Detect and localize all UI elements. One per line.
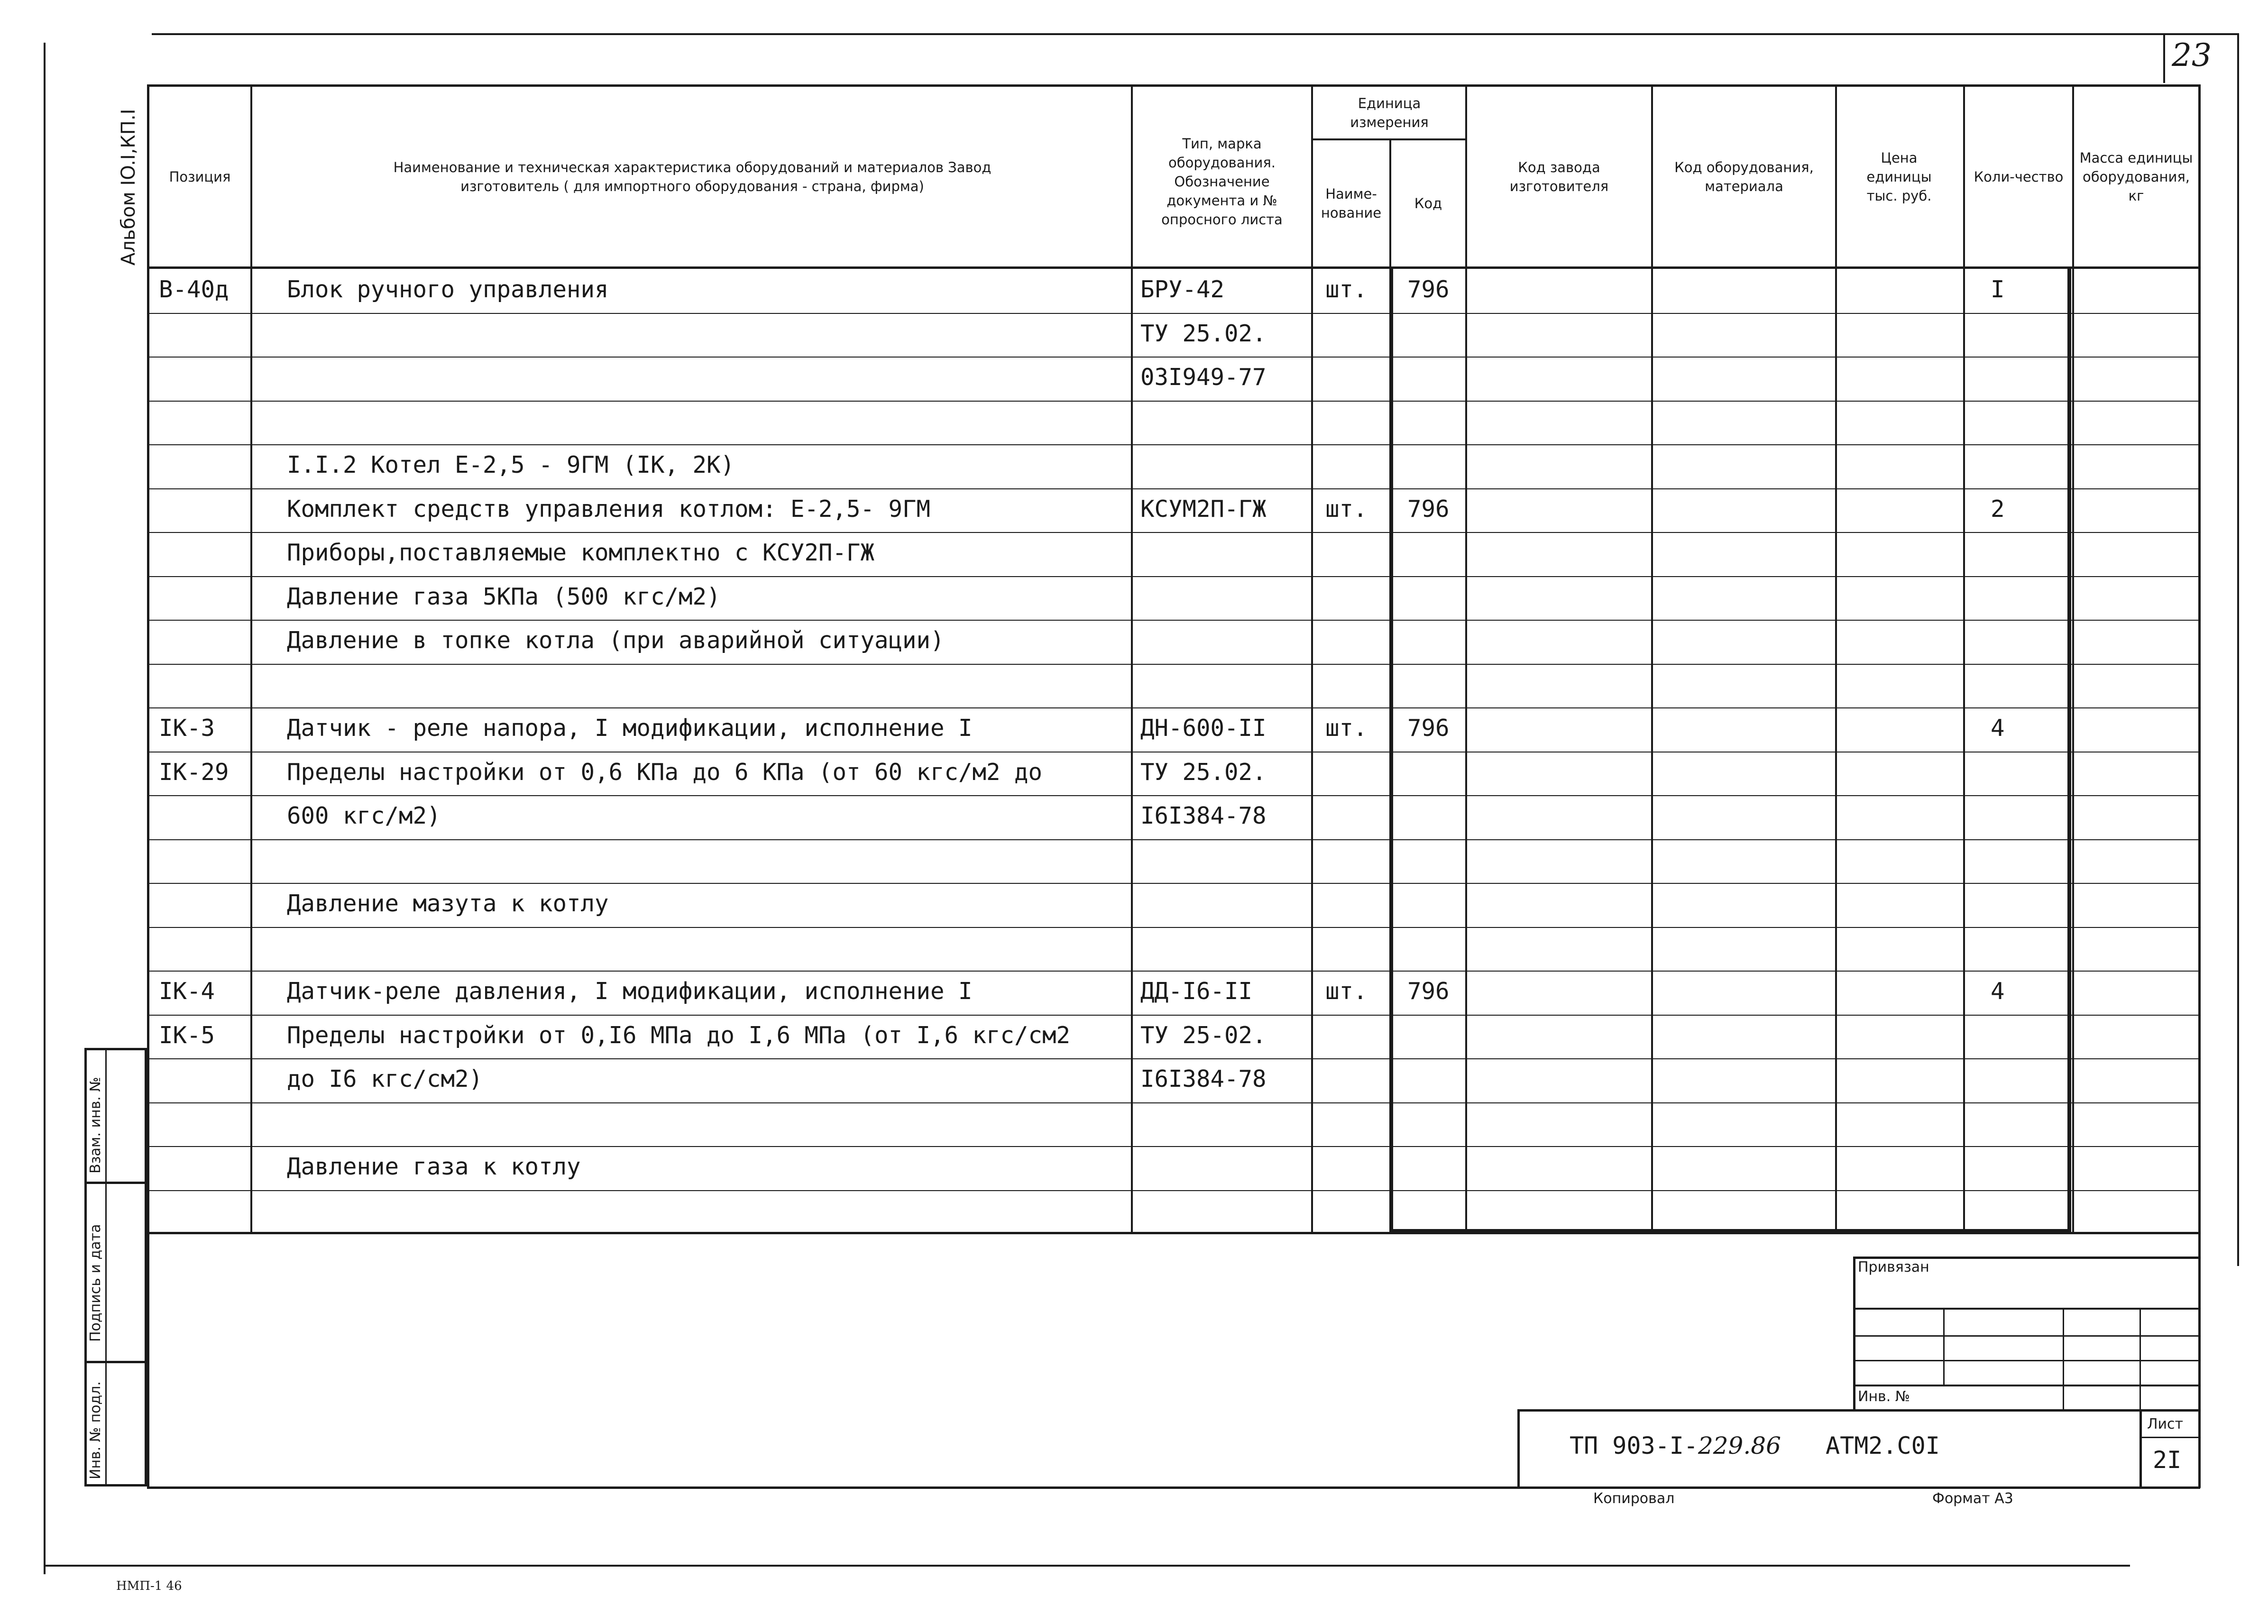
header-mass: Масса единицы оборудования, кг (2079, 149, 2193, 204)
stamp-bottom (84, 1484, 147, 1486)
footer-left-code: НМП-1 46 (116, 1579, 182, 1593)
stamp-left (84, 1048, 87, 1486)
row-unit: шт. (1325, 978, 1368, 1005)
col-sep-equip (1835, 84, 1837, 1233)
header-unit-group: Единица измерения (1350, 95, 1429, 130)
row-type: I6I384-78 (1140, 802, 1267, 829)
sheet-box-left (2139, 1409, 2142, 1489)
row-position: IК-5 (159, 1022, 215, 1049)
row-divider (149, 1015, 2198, 1016)
row-position: IК-29 (159, 759, 229, 786)
row-divider (149, 576, 2198, 577)
bound-box-row3 (1853, 1360, 2200, 1361)
copied-label: Копировал (1593, 1490, 1675, 1507)
thick-box-left (1389, 266, 1393, 1233)
stamp-right (145, 1048, 147, 1486)
bound-box-left (1853, 1257, 1855, 1411)
row-name: до I6 кгс/см2) (287, 1065, 483, 1092)
header-position: Позиция (169, 168, 231, 185)
row-divider (149, 313, 2198, 314)
sheet-number: 2I (2153, 1446, 2182, 1474)
outer-top-line (152, 33, 2238, 35)
row-position: IК-3 (159, 715, 215, 742)
row-type: ДД-I6-II (1140, 978, 1253, 1005)
sheet-box-mid (2139, 1437, 2200, 1438)
row-divider (149, 839, 2198, 840)
page-number: 23 (2172, 37, 2212, 73)
bound-box-col1 (1943, 1308, 1945, 1385)
row-divider (149, 444, 2198, 445)
row-name: Давление газа 5КПа (500 кгс/м2) (287, 583, 721, 610)
header-name: Наименование и техническая характеристика оборудований и материалов Завод изготовитель ( для импортного оборудования - страна, фирма) (393, 159, 992, 194)
row-position: В-40д (159, 276, 229, 303)
row-name: Давление мазута к котлу (287, 890, 609, 917)
row-type: I6I384-78 (1140, 1065, 1267, 1092)
row-name: Датчик - реле напора, I модификации, исполнение I (287, 715, 973, 742)
row-divider (149, 620, 2198, 621)
doc-number-handwritten: 229.86 (1698, 1432, 1781, 1459)
row-name: Пределы настройки от 0,6 КПа до 6 КПа (от 60 кгс/м2 до (287, 759, 1043, 786)
doc-code: АТМ2.С0I (1826, 1432, 1940, 1459)
row-divider (149, 1190, 2198, 1191)
bound-label: Привязан (1858, 1259, 1929, 1275)
row-divider (149, 1146, 2198, 1147)
row-divider (149, 357, 2198, 358)
row-code: 796 (1407, 495, 1450, 523)
row-qty: 4 (1991, 978, 2005, 1005)
header-unit-code: Код (1414, 195, 1442, 211)
row-code: 796 (1407, 978, 1450, 1005)
bound-box-col2 (2063, 1308, 2064, 1410)
row-type: 03I949-77 (1140, 364, 1267, 391)
format-label: Формат А3 (1932, 1490, 2013, 1507)
row-qty: 2 (1991, 495, 2005, 523)
row-name: I.I.2 Котел Е-2,5 - 9ГМ (IК, 2К) (287, 451, 735, 478)
outer-left-line (44, 43, 46, 1574)
row-name: Пределы настройки от 0,I6 МПа до I,6 МПа (от I,6 кгс/см2 (287, 1022, 1071, 1049)
row-divider (149, 795, 2198, 796)
stamp-replace-label: Взам. инв. № (87, 1077, 104, 1174)
header-type: Тип, марка оборудования. Обозначение документа и № опросного листа (1161, 135, 1283, 228)
stamp-mid-col (105, 1048, 107, 1486)
row-type: ТУ 25-02. (1140, 1022, 1267, 1049)
row-position: IК-4 (159, 978, 215, 1005)
stamp-top (84, 1048, 147, 1050)
outer-bottom-line (44, 1565, 2130, 1567)
col-sep-pos (250, 84, 252, 1233)
row-unit: шт. (1325, 276, 1368, 303)
stamp-div-2 (84, 1361, 147, 1363)
header-equip-code: Код оборудования, материала (1674, 159, 1814, 194)
outer-right-line (2237, 33, 2239, 1266)
header-qty: Коли-чество (1974, 168, 2064, 185)
row-name: Блок ручного управления (287, 276, 609, 303)
stamp-inv-label: Инв. № подл. (87, 1381, 104, 1479)
thick-box-right (2067, 266, 2071, 1233)
row-qty: I (1991, 276, 2005, 303)
row-name: Давление в топке котла (при аварийной ситуации) (287, 627, 945, 654)
row-unit: шт. (1325, 495, 1368, 523)
row-divider (149, 664, 2198, 665)
row-code: 796 (1407, 715, 1450, 742)
row-divider (149, 707, 2198, 708)
row-code: 796 (1407, 276, 1450, 303)
row-name: 600 кгс/м2) (287, 802, 441, 829)
bound-box-row1 (1853, 1308, 2200, 1310)
row-name: Комплект средств управления котлом: Е-2,5- 9ГМ (287, 495, 931, 523)
album-label: Альбом IO.I,КП.I (118, 109, 139, 266)
row-type: БРУ-42 (1140, 276, 1225, 303)
row-divider (149, 532, 2198, 533)
stamp-div-1 (84, 1182, 147, 1184)
row-type: ТУ 25.02. (1140, 320, 1267, 347)
doc-box-left (1517, 1409, 1520, 1489)
bound-box-row4 (1853, 1385, 2200, 1386)
header-unit-name: Наиме-нование (1321, 186, 1382, 221)
row-divider (149, 1058, 2198, 1059)
inv-label: Инв. № (1858, 1388, 1910, 1405)
row-divider (149, 883, 2198, 884)
thick-box-bottom (1389, 1229, 2071, 1233)
table-bottom (147, 1486, 2200, 1489)
bound-box-col3 (2139, 1308, 2141, 1410)
row-type: ТУ 25.02. (1140, 759, 1267, 786)
sheet-label: Лист (2147, 1416, 2184, 1432)
row-name: Датчик-реле давления, I модификации, исполнение I (287, 978, 973, 1005)
doc-box-top (1517, 1409, 2200, 1412)
row-divider (149, 927, 2198, 928)
table-left (147, 84, 149, 1488)
row-qty: 4 (1991, 715, 2005, 742)
row-type: КСУМ2П-ГЖ (1140, 495, 1267, 523)
doc-number (1570, 1432, 1781, 1459)
row-divider (149, 1102, 2198, 1103)
row-unit: шт. (1325, 715, 1368, 742)
table-right (2198, 84, 2201, 1488)
row-divider (149, 401, 2198, 402)
row-divider (149, 971, 2198, 972)
header-factory-code: Код завода изготовителя (1509, 159, 1609, 194)
row-name: Давление газа к котлу (287, 1153, 581, 1180)
bound-box-row2 (1853, 1335, 2200, 1337)
row-name: Приборы,поставляемые комплектно с КСУ2П-ГЖ (287, 539, 875, 566)
row-type: ДН-600-II (1140, 715, 1267, 742)
doc-number-printed: ТП 903-I- (1570, 1432, 1698, 1459)
header-price: Цена единицы тыс. руб. (1866, 149, 1932, 204)
page-number-box-left (2163, 33, 2165, 83)
stamp-sign-date-label: Подпись и дата (87, 1224, 104, 1342)
row-divider (149, 488, 2198, 489)
